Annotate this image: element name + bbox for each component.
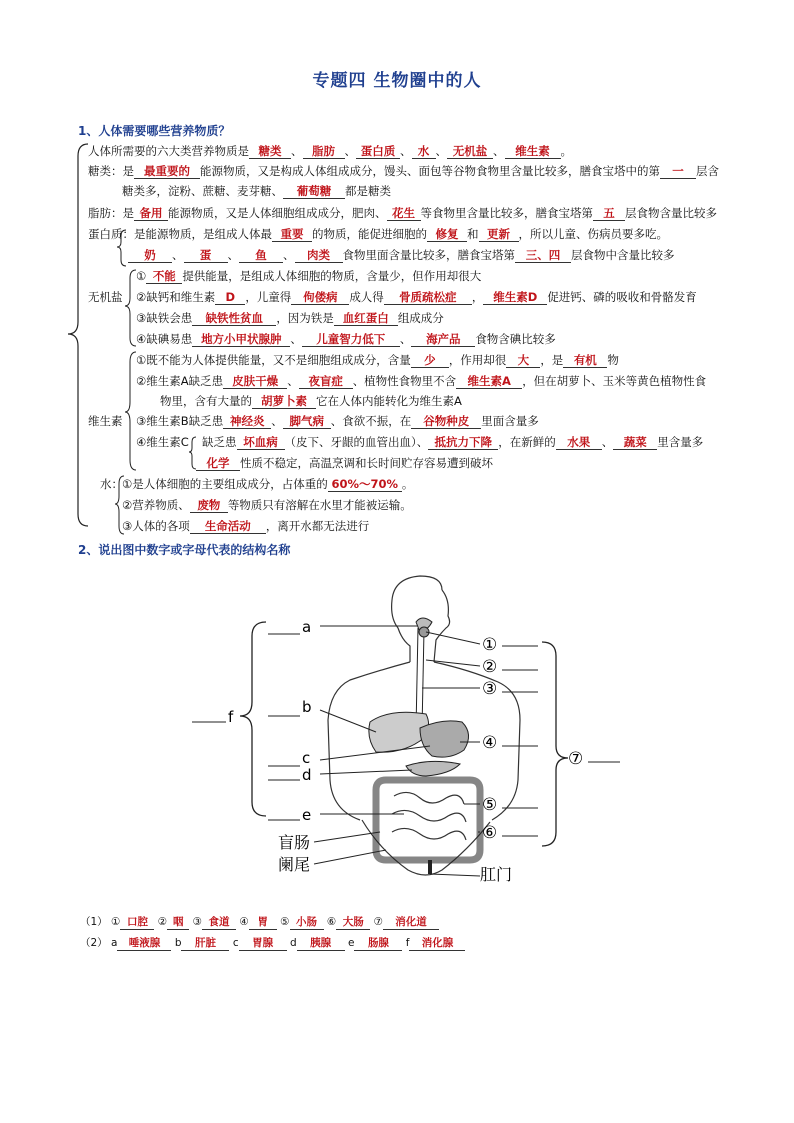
- answer-blank: 抵抗力下降: [428, 436, 498, 450]
- digestive-system-diagram: [180, 570, 640, 900]
- minerals-row-4: ④缺碘易患 地方小甲状腺肿 、 儿童智力低下 、 海产品 食物含碘比较多: [136, 332, 556, 346]
- label-3: ③: [482, 679, 498, 699]
- water-row-2: ②营养物质、 废物 等物质只有溶解在水里才能被运输。: [122, 498, 412, 512]
- answer-blank: 血红蛋白: [334, 312, 398, 326]
- answer-blank: 佝偻病: [291, 291, 349, 305]
- answers-2: （2） a 唾液腺 b 肝脏 c 胃腺 d 胰腺 e 肠腺 f 消化腺: [80, 935, 465, 951]
- minerals-row-2: ②缺钙和维生素 D ，儿童得 佝偻病 成人得 骨质疏松症 ， 维生素D 促进钙、磷的吸收和骨骼发育: [136, 290, 697, 304]
- section-1-heading: 1、人体需要哪些营养物质？: [78, 124, 231, 138]
- answer-blank: 食道: [202, 916, 236, 930]
- answer-blank: 缺铁性贫血: [192, 312, 276, 326]
- answer-blank: 地方小甲状腺肿: [192, 333, 290, 347]
- answer-blank: 胰腺: [297, 937, 345, 951]
- vitamins-row-1: ①既不能为人体提供能量，又不是细胞组成成分，含量 少 ，作用却很 大 ，是 有机 物: [136, 353, 619, 367]
- answer-blank: 无机盐: [447, 145, 493, 159]
- small-intestine: [392, 792, 466, 840]
- label-f: f: [228, 708, 234, 726]
- minerals-row-1: ① 不能 提供能量，是组成人体细胞的物质，含量少，但作用却很大: [136, 269, 482, 283]
- answer-blank: 维生素: [505, 145, 561, 159]
- answer-blank: 不能: [146, 270, 182, 284]
- answer-blank: 最重要的: [134, 165, 200, 179]
- vitamins-row-2: ②维生素A缺乏患 皮肤干燥 、 夜盲症 、植物性食物里不含 维生素A ，但在胡萝卜、玉米等黄色植物性食: [136, 374, 707, 388]
- f-brace: [240, 622, 266, 816]
- label-5: ⑤: [482, 795, 498, 815]
- answer-blank: 60%～70%: [328, 478, 402, 492]
- fat-line: 脂肪：是 备用 能源物质，又是人体细胞组成成分，肥肉、 花生 等食物里含量比较多，膳食宝塔第 五 层食物含量比较多: [88, 206, 717, 220]
- nutrients-line: 人体所需要的六大类营养物质是 糖类 、 脂肪 、 蛋白质 、 水 、 无机盐 、 维生素 。: [88, 144, 572, 158]
- answer-blank: 糖类: [249, 145, 291, 159]
- answer-blank: 儿童智力低下: [302, 333, 400, 347]
- answer-blank: 维生素A: [456, 375, 522, 389]
- answer-blank: 五: [593, 207, 625, 221]
- label-b: b: [302, 698, 312, 716]
- label-c: c: [302, 749, 311, 767]
- answer-blank: D: [215, 291, 245, 305]
- vitamins-row-2-cont: 物里，含有大量的 胡萝卜素 它在人体内能转化为维生素A: [160, 394, 462, 408]
- answer-blank: 神经炎: [223, 415, 271, 429]
- answer-blank: 三、四: [515, 249, 571, 263]
- answer-blank: 备用: [134, 207, 168, 221]
- vitamins-row-4-b: 化学 性质不稳定，高温烹调和长时间贮存容易遭到破坏: [196, 456, 493, 471]
- answer-blank: 肉类: [295, 249, 343, 263]
- answer-blank: 谷物种皮: [411, 415, 481, 429]
- answer-blank: 少: [411, 354, 449, 368]
- answer-blank: 大肠: [336, 916, 370, 930]
- protein-foods-line: 奶 、 蛋 、 鱼 、 肉类 食物里面含量比较多，膳食宝塔第 三、四 层食物中含量比较多: [128, 248, 675, 263]
- answer-blank: 坏血病: [237, 436, 285, 450]
- answer-blank: 胃: [249, 916, 277, 930]
- answer-blank: 夜盲症: [299, 375, 353, 389]
- label-6: ⑥: [482, 823, 498, 843]
- label-1: ①: [482, 635, 498, 655]
- section-1-brace: [60, 142, 100, 542]
- vitamins-brace: [124, 350, 138, 472]
- sugar-line: 糖类：是 最重要的 能源物质，又是构成人体组成成分，馒头、面包等谷物食物里含量比较多，膳食宝塔中的第 一 层含: [88, 164, 719, 178]
- minerals-label: 无机盐: [88, 290, 123, 304]
- section-2-heading: 2、说出图中数字或字母代表的结构名称: [78, 543, 291, 557]
- answer-blank: 咽: [167, 916, 189, 930]
- answer-blank: 鱼: [239, 249, 283, 263]
- answer-blank: 更新: [479, 228, 519, 242]
- answer-blank: 花生: [387, 207, 421, 221]
- water-row-1: ①是人体细胞的主要组成成分，占体重的 60%～70% 。: [122, 477, 414, 491]
- seven-brace: [542, 642, 568, 846]
- label-anus: 肛门: [480, 865, 513, 884]
- answer-blank: 胡萝卜素: [252, 395, 316, 409]
- vitamins-row-3: ③维生素B缺乏患 神经炎 、 脚气病 、食欲不振，在 谷物种皮 里面含量多: [136, 414, 539, 428]
- answer-blank: 维生素D: [483, 291, 547, 305]
- answer-blank: 肠腺: [354, 937, 402, 951]
- label-a: a: [302, 618, 312, 636]
- answer-blank: 蛋白质: [356, 145, 400, 159]
- answer-blank: 有机: [563, 354, 607, 368]
- liver: [369, 712, 429, 752]
- answer-blank: 脂肪: [303, 145, 345, 159]
- answer-blank: 一: [660, 165, 696, 179]
- label-e: e: [302, 806, 312, 824]
- answer-blank: 水果: [556, 436, 602, 450]
- label-2: ②: [482, 657, 498, 677]
- page-title: 专题四 生物圈中的人: [312, 71, 482, 91]
- answer-blank: 修复: [427, 228, 467, 242]
- vitamins-row-4: ④维生素C: [136, 435, 189, 449]
- answer-blank: 葡萄糖: [283, 185, 345, 199]
- answer-blank: 奶: [128, 249, 172, 263]
- pancreas: [406, 761, 460, 776]
- water-row-3: ③人体的各项 生命活动 ，离开水都无法进行: [122, 519, 370, 533]
- label-cecum: 盲肠: [278, 833, 311, 852]
- answer-blank: 骨质疏松症: [384, 291, 472, 305]
- protein-line: 蛋白质：是能源物质，是组成人体最 重要 的物质，能促进细胞的 修复 和 更新 ，所以儿童、伤病员要多吃。: [88, 227, 668, 241]
- answer-blank: 化学: [196, 457, 240, 471]
- minerals-row-3: ③缺铁会患 缺铁性贫血 ，因为铁是 血红蛋白 组成成分: [136, 311, 444, 325]
- label-appendix: 阑尾: [278, 855, 311, 874]
- vitamins-label: 维生素: [88, 414, 123, 428]
- protein-brace: [116, 228, 128, 268]
- answer-blank: 海产品: [411, 333, 475, 347]
- answer-blank: 皮肤干燥: [223, 375, 287, 389]
- answer-blank: 消化腺: [409, 937, 465, 951]
- answer-blank: 生命活动: [190, 520, 266, 534]
- answer-blank: 重要: [272, 228, 312, 242]
- answer-blank: 唾液腺: [117, 937, 171, 951]
- answer-blank: 小肠: [290, 916, 324, 930]
- answer-blank: 蛋: [184, 249, 228, 263]
- answer-blank: 肝脏: [181, 937, 229, 951]
- answer-blank: 胃腺: [239, 937, 287, 951]
- stomach: [420, 721, 469, 757]
- answer-blank: 口腔: [120, 916, 154, 930]
- answer-blank: 水: [412, 145, 436, 159]
- label-7: ⑦: [568, 749, 584, 769]
- label-4: ④: [482, 733, 498, 753]
- answers-1: （1） ① 口腔 ② 咽 ③ 食道 ④ 胃 ⑤ 小肠 ⑥ 大肠 ⑦ 消化道: [80, 914, 439, 930]
- answer-blank: 脚气病: [283, 415, 331, 429]
- answer-blank: 废物: [190, 499, 228, 513]
- mouth: [416, 618, 432, 637]
- sugar-line-2: 糖类多，淀粉、蔗糖、麦芽糖、 葡萄糖 都是糖类: [122, 184, 391, 198]
- water-label: 水：: [100, 477, 123, 491]
- vitamins-row-4-a: 缺乏患 坏血病 （皮下、牙龈的血管出血）、 抵抗力下降 ，在新鲜的 水果 、 蔬菜 里含量多: [202, 435, 704, 449]
- answer-blank: 大: [506, 354, 540, 368]
- label-d: d: [302, 766, 312, 784]
- answer-blank: 蔬菜: [613, 436, 657, 450]
- answer-blank: 消化道: [383, 916, 439, 930]
